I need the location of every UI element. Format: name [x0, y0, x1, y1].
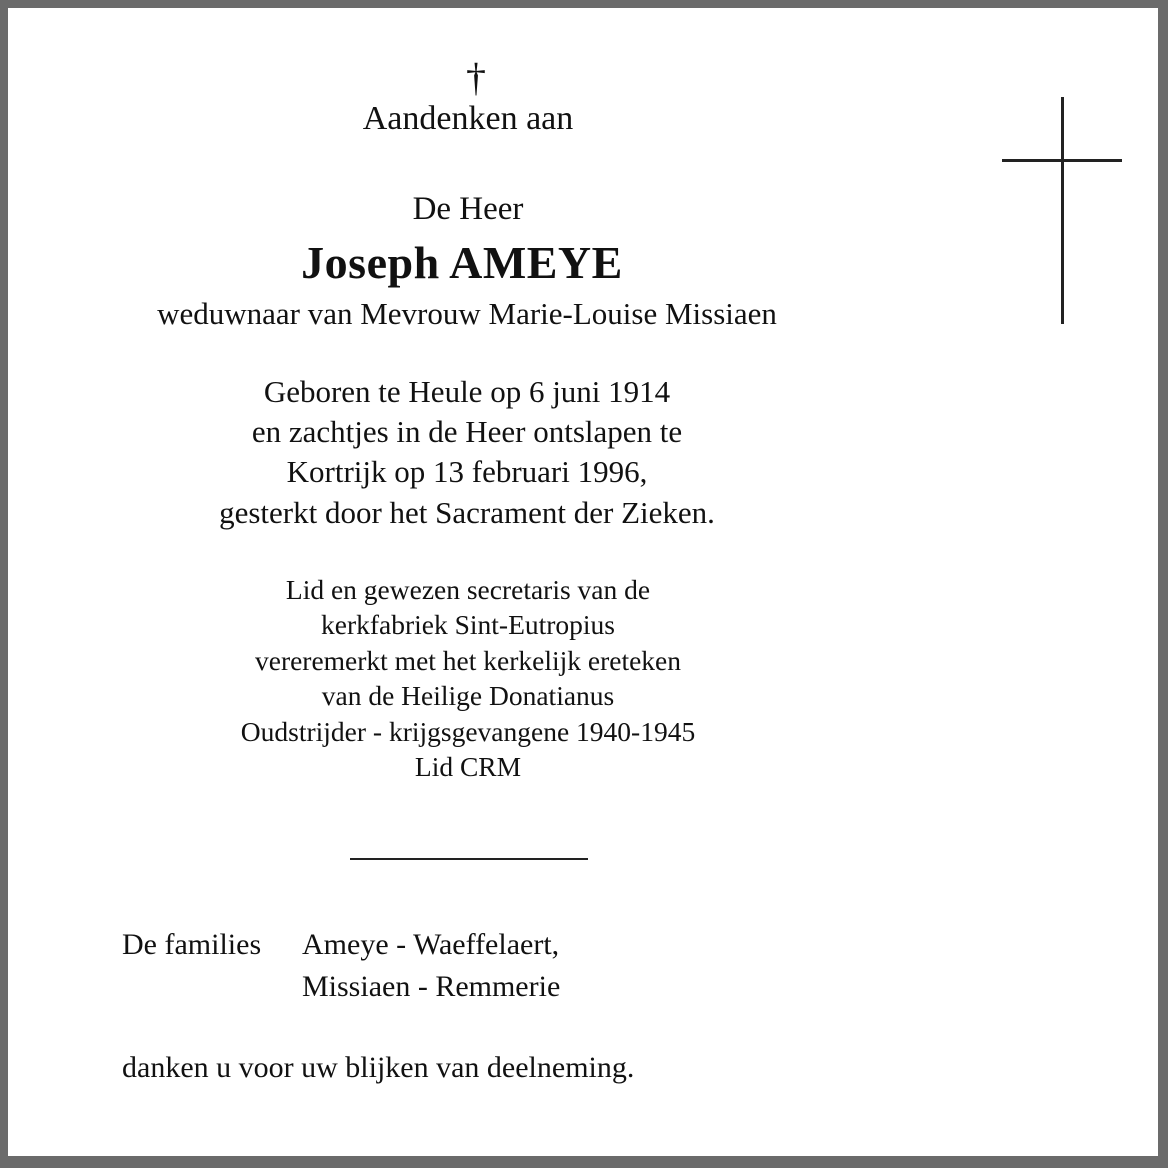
divider-line	[350, 858, 588, 860]
life-line-2: en zachtjes in de Heer ontslapen te	[251, 414, 683, 449]
family-name-1: Ameye - Waeffelaert,	[302, 928, 560, 961]
spouse-line: weduwnaar van Mevrouw Marie-Louise Missiaen	[157, 296, 777, 331]
large-cross-icon-bar	[1002, 159, 1122, 162]
life-line-1: Geboren te Heule op 6 juni 1914	[263, 374, 671, 409]
family-name-2: Missiaen - Remmerie	[302, 970, 561, 1003]
function-line-6: Lid CRM	[414, 751, 522, 782]
function-line-3: vereremerkt met het kerkelijk ereteken	[254, 645, 682, 676]
thanks-line: danken u voor uw blijken van deelneming.	[122, 1051, 635, 1084]
large-cross-icon	[1061, 97, 1064, 324]
card-title: Aandenken aan	[362, 100, 574, 137]
life-line-3: Kortrijk op 13 februari 1996,	[286, 454, 648, 489]
function-line-4: van de Heilige Donatianus	[321, 680, 615, 711]
families-label: De families	[122, 928, 262, 961]
function-line-5: Oudstrijder - krijgsgevangene 1940-1945	[240, 716, 696, 747]
function-line-1: Lid en gewezen secretaris van de	[285, 574, 651, 605]
memorial-card	[8, 8, 1158, 1156]
small-cross-icon: †	[466, 55, 486, 100]
honorific: De Heer	[412, 191, 524, 227]
deceased-name: Joseph AMEYE	[301, 237, 623, 288]
function-line-2: kerkfabriek Sint-Eutropius	[320, 609, 616, 640]
life-line-4: gesterkt door het Sacrament der Zieken.	[219, 495, 715, 530]
